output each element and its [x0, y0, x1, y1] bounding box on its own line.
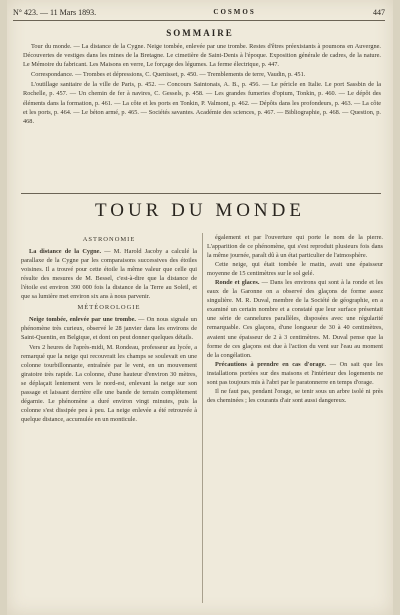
sommaire-paragraph: Tour du monde. — La distance de la Cygne. Neige tombée, enlevée par une trombe. Restes d'êtres préexistants à poumons en Auvergne. Découvertes de vestiges dans les mines de la Bretagne. Le cimetière de Saint-Denis à l'époque. Exposition générale de cadres, de la nature. Le Mémoire du fabricant. Les Maisons en verre, Le forçage des légumes. La ferme électrique, p. 447. — [23, 43, 381, 69]
article-text: Il ne faut pas, pendant l'orage, se tenir sous un arbre isolé ni près des cheminées ; les courants d'air sont aussi dangereux. — [207, 387, 383, 404]
right-column — [207, 233, 383, 405]
article-text: Vers 2 heures de l'après-midi, M. Rondeau, professeur au lycée, a remarqué que la neige qui recouvrait les champs se soulevait en une colonne tourbillonnante, entraînée par le vent, en un mouvement giratoire très rapide. La colonne, d'une hauteur d'environ 30 mètres, se déplaçait lentement vers le nord-est, enlevant la neige sur son passage et laissant derrière elle une bande de terrain complètement dégarnie. Le phénomène a duré environ vingt minutes, puis la colonne s'est dissipée peu à peu. La neige enlevée a été retrouvée à quelque distance, accumulée en un monticule. — [21, 343, 197, 423]
sommaire-title: SOMMAIRE — [166, 28, 234, 38]
sommaire-paragraph: Correspondance. — Trombes et dépressions, C. Quenisset, p. 450. — Tremblements de terre, Vaudin, p. 451. — [31, 71, 306, 79]
column-section-heading: MÉTÉOROLOGIE — [77, 304, 141, 312]
article-paragraph — [207, 278, 383, 359]
article-heading: La distance de la Cygne. — [29, 248, 102, 256]
divider — [21, 193, 381, 194]
article-paragraph — [21, 247, 197, 301]
article-paragraph — [21, 343, 197, 424]
left-column — [21, 233, 197, 424]
sommaire-paragraph: L'outillage sanitaire de la ville de Paris, p. 452. — Concours Saintonais, A. B., p. 456. — Le péricle en Italie. Le port Sassbin de la Rochelle, p. 457. — Un chemin de fer à navires, C. Gessels, p. 458. — Les grandes fumeries d'opium, Tonkin, p. 460. — Le dépôt des éléments dans la formation, p. 461. — La côte et les ports en Tonkin, P. Valmont, p. 462. — Dépôts dans les profondeurs, p. 463. — La côte et les ports, p. 464. — Le béton armé, p. 465. — Sociétés savantes. Académie des sciences, p. 467. — Bibliographie, p. 468. — Question, p. 468. — [23, 81, 381, 125]
article-text: — On nous signale un phénomène très curieux, observé le 28 janvier dans les environs de Saint-Quentin, en Belgique, et dont on peut donner quelques détails. — [21, 316, 197, 342]
article-paragraph — [21, 315, 197, 342]
article-paragraph — [207, 233, 383, 260]
sommaire-text — [23, 42, 381, 126]
article-text: — On sait que les installations portées sur des maisons et l'intérieur des logements ne sont pas toujours mis à l'abri par le paratonnerre en temps d'orage. — [207, 360, 383, 386]
section-title: TOUR DU MONDE — [95, 200, 305, 221]
journal-page — [7, 0, 393, 615]
article-text: — Dans les environs qui sont à la ronde et les eaux de la Garonne on a observé des glaçons de forme assez singulière. M. R. Duval, membre de la Société de géographie, en a examiné un certain nombre et a constaté que leur surface présentait une série de cannelures parallèles, disposées avec une régularité remarquable. Ces glaçons, d'une longueur de 30 à 40 centimètres, avaient une épaisseur de 2 à 3 centimètres. M. Duval pense que la forme de ces glaçons est due à l'action du vent sur l'eau au moment de la congélation. — [207, 279, 383, 359]
column-section-heading: ASTRONOMIE — [82, 236, 136, 243]
journal-name: COSMOS — [213, 8, 256, 16]
article-text: — M. Harold Jacoby a calculé la parallaxe de la Cygne par les comparaisons successives des étoiles voisines. Il a trouvé pour cette étoile la même valeur que celle qui résulte des mesures de M. Bessel, c'est-à-dire que la distance de l'étoile est environ 390 000 fois la distance de la Terre au Soleil, et que sa lumière met environ six ans à nous parvenir. — [21, 248, 197, 301]
article-paragraph — [207, 360, 383, 387]
page-header — [13, 6, 385, 21]
page-number: 447 — [373, 7, 385, 17]
issue-number: N° 423. — 11 Mars 1893. — [13, 7, 97, 17]
article-text: Cette neige, qui était tombée le matin, avait une épaisseur moyenne de 15 centimètres sur le sol gelé. — [207, 261, 383, 278]
article-text: également et par l'ouverture qui porte le nom de la pierre. L'apparition de ce phénomène, qui s'est reproduit plusieurs fois dans la même journée, paraît dû à un état particulier de l'atmosphère. — [207, 234, 383, 260]
column-divider — [202, 233, 203, 603]
article-paragraph — [207, 260, 383, 278]
article-heading: Neige tombée, enlevée par une trombe. — [29, 316, 136, 324]
article-heading: Ronde et glaces. — [215, 279, 260, 287]
article-paragraph — [207, 387, 383, 405]
article-heading: Précautions à prendre en cas d'orage. — [215, 360, 327, 368]
